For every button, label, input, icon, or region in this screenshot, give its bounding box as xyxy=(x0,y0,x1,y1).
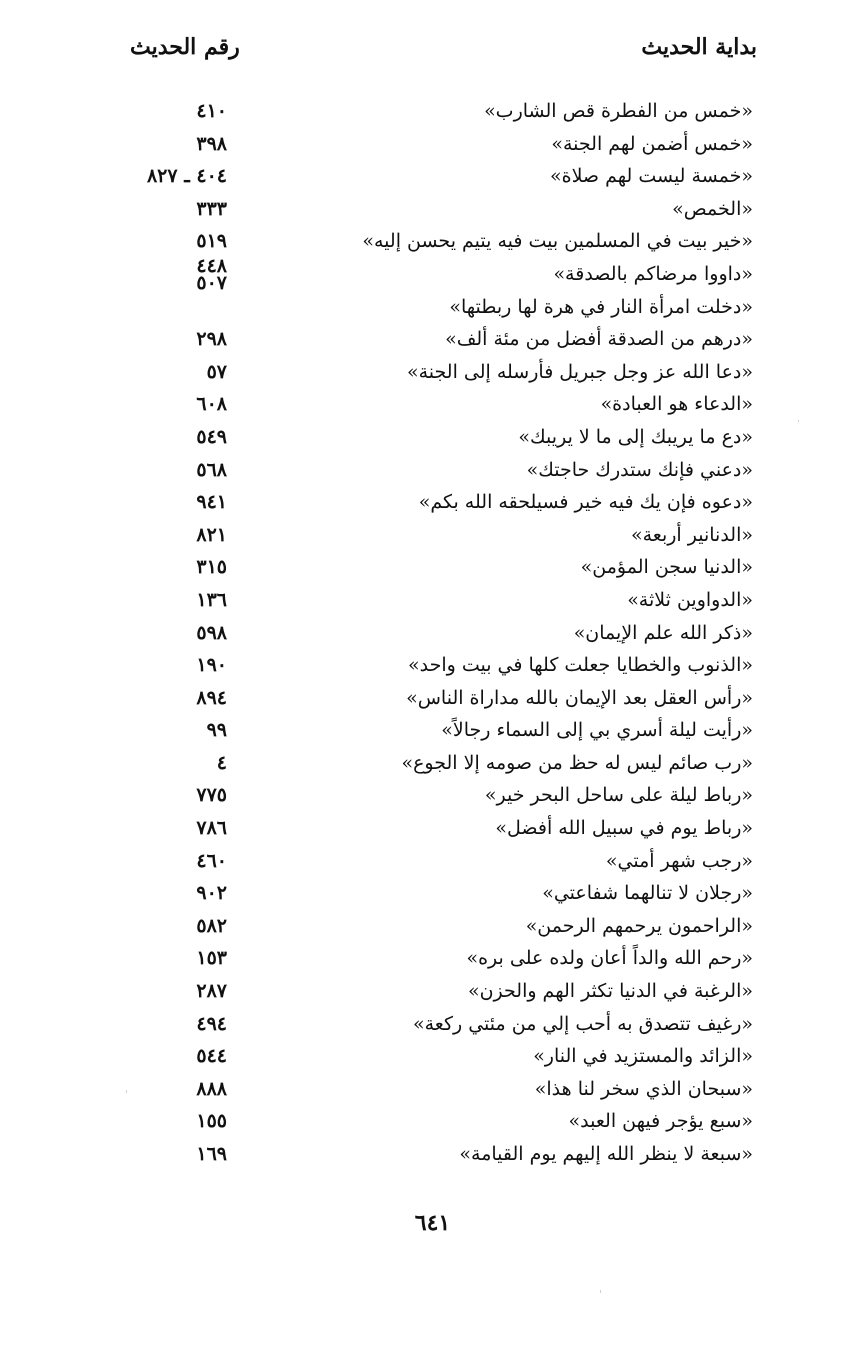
hadith-text: «رباط ليلة على ساحل البحر خير» xyxy=(484,784,753,807)
hadith-text: «رأيت ليلة أسري بي إلى السماء رجالاً» xyxy=(441,719,753,742)
hadith-text: «دعني فإنك ستدرك حاجتك» xyxy=(526,458,753,481)
hadith-text: «الدواوين ثلاثة» xyxy=(627,588,753,611)
hadith-text: «خير بيت في المسلمين بيت فيه يتيم يحسن إليه» xyxy=(362,230,753,253)
list-item xyxy=(0,780,865,813)
hadith-number: ٥٤٩ xyxy=(196,425,227,448)
hadith-number: ٥٤٤ xyxy=(196,1045,227,1068)
scan-speck xyxy=(126,1090,127,1093)
list-item xyxy=(0,520,865,553)
hadith-text: «رباط يوم في سبيل الله أفضل» xyxy=(495,817,753,840)
hadith-number: ٥٧ xyxy=(206,360,227,383)
hadith-text: «سبحان الذي سخر لنا هذا» xyxy=(534,1077,753,1100)
hadith-number: ٩٤١ xyxy=(196,491,227,514)
hadith-text: «الخمص» xyxy=(672,197,753,220)
hadith-text: «رغيف تتصدق به أحب إلي من مئتي ركعة» xyxy=(412,1012,753,1035)
page-number: ٦٤١ xyxy=(414,1210,451,1236)
header-hadith-start: بداية الحديث xyxy=(641,34,757,60)
hadith-text: «رحم الله والداً أعان ولده على بره» xyxy=(466,947,753,970)
hadith-number: ٨٢١ xyxy=(196,523,227,546)
hadith-text: «خمسة ليست لهم صلاة» xyxy=(550,165,753,188)
list-item xyxy=(0,194,865,227)
hadith-number: ٣٩٨ xyxy=(196,132,227,155)
hadith-number: ١٩٠ xyxy=(196,654,227,677)
hadith-number: ٩٩ xyxy=(206,719,227,742)
list-item xyxy=(0,715,865,748)
hadith-text: «دع ما يريبك إلى ما لا يريبك» xyxy=(518,425,753,448)
list-item xyxy=(0,292,865,325)
hadith-number: ٩٠٢ xyxy=(196,882,227,905)
hadith-text: «رجلان لا تنالهما شفاعتي» xyxy=(542,882,753,905)
hadith-text: «سبعة لا ينظر الله إليهم يوم القيامة» xyxy=(459,1143,753,1165)
hadith-number: ١٥٥ xyxy=(196,1110,227,1133)
list-item xyxy=(0,1074,865,1107)
hadith-number: ٢٨٧ xyxy=(196,980,227,1003)
hadith-text: «رب صائم ليس له حظ من صومه إلا الجوع» xyxy=(401,751,753,774)
list-item xyxy=(0,552,865,585)
list-item xyxy=(0,129,865,162)
hadith-number: ٥٦٨ xyxy=(196,458,227,481)
list-item xyxy=(0,683,865,716)
hadith-text: «الذنوب والخطايا جعلت كلها في بيت واحد» xyxy=(408,654,753,677)
hadith-text: «الدنانير أربعة» xyxy=(630,523,753,546)
hadith-text: «خمس من الفطرة قص الشارب» xyxy=(484,100,753,122)
list-item xyxy=(0,226,865,259)
list-item xyxy=(0,324,865,357)
list-item xyxy=(0,650,865,683)
hadith-text: «خمس أضمن لهم الجنة» xyxy=(551,132,753,155)
list-item xyxy=(0,748,865,781)
hadith-number: ١٣٦ xyxy=(196,588,227,611)
list-item xyxy=(0,487,865,520)
scan-speck xyxy=(600,1290,601,1293)
hadith-text: «درهم من الصدقة أفضل من مئة ألف» xyxy=(445,328,753,351)
hadith-number: ٤٦٠ xyxy=(196,849,227,872)
hadith-text: «ذكر الله علم الإيمان» xyxy=(573,621,753,644)
list-item xyxy=(0,976,865,1009)
hadith-number: ٣٣٣ xyxy=(196,197,227,220)
hadith-number: ٢٩٨ xyxy=(196,328,227,351)
list-item xyxy=(0,618,865,651)
hadith-text: «دعا الله عز وجل جبريل فأرسله إلى الجنة» xyxy=(406,360,753,383)
hadith-text: «الدنيا سجن المؤمن» xyxy=(580,556,753,579)
hadith-text: «داووا مرضاكم بالصدقة» xyxy=(553,262,753,285)
hadith-text: «الرغبة في الدنيا تكثر الهم والحزن» xyxy=(467,980,753,1003)
hadith-text: «الزائد والمستزيد في النار» xyxy=(533,1045,753,1068)
list-item xyxy=(0,878,865,911)
list-item xyxy=(0,422,865,455)
list-item xyxy=(0,585,865,618)
list-item xyxy=(0,943,865,976)
list-item xyxy=(0,96,865,129)
hadith-number: ٤٠٤ ـ ٨٢٧ xyxy=(146,165,227,188)
hadith-number: ٤٩٤ xyxy=(196,1012,227,1035)
header-hadith-number: رقم الحديث xyxy=(130,34,240,60)
hadith-number: ٦٠٨ xyxy=(196,393,227,416)
list-item xyxy=(0,1139,865,1172)
list-item xyxy=(0,455,865,488)
list-item xyxy=(0,1041,865,1074)
hadith-number: ٣١٥ xyxy=(196,556,227,579)
list-item xyxy=(0,1106,865,1139)
hadith-number: ٤ xyxy=(216,751,227,774)
hadith-text: «رأس العقل بعد الإيمان بالله مداراة الناس» xyxy=(406,686,753,709)
list-item xyxy=(0,1009,865,1042)
hadith-text: «الدعاء هو العبادة» xyxy=(600,393,753,416)
hadith-number: ٤١٠ xyxy=(196,100,227,122)
hadith-number: ٨٨٨ xyxy=(196,1077,227,1100)
list-item xyxy=(0,357,865,390)
hadith-index-list xyxy=(0,96,865,1172)
list-item xyxy=(0,389,865,422)
scan-speck xyxy=(798,420,799,422)
hadith-number: ٧٨٦ xyxy=(196,817,227,840)
hadith-text: «دعوه فإن يك فيه خير فسيلحقه الله بكم» xyxy=(418,491,753,514)
hadith-text: «رجب شهر أمتي» xyxy=(605,849,753,872)
list-item xyxy=(0,254,865,294)
hadith-number: ٥١٩ xyxy=(196,230,227,253)
hadith-text: «سبع يؤجر فيهن العبد» xyxy=(568,1110,753,1133)
list-item xyxy=(0,813,865,846)
list-item xyxy=(0,911,865,944)
hadith-number: ٥٨٢ xyxy=(196,914,227,937)
hadith-number: ٧٧٥ xyxy=(196,784,227,807)
hadith-number: ١٥٣ xyxy=(196,947,227,970)
hadith-number: ٤٤٨ ٥٠٧ xyxy=(196,254,227,294)
list-item xyxy=(0,846,865,879)
hadith-text: «الراحمون يرحمهم الرحمن» xyxy=(525,914,753,937)
hadith-text: «دخلت امرأة النار في هرة لها ربطتها» xyxy=(449,295,753,318)
hadith-number: ١٦٩ xyxy=(196,1143,227,1165)
hadith-number: ٥٩٨ xyxy=(196,621,227,644)
hadith-number: ٨٩٤ xyxy=(196,686,227,709)
list-item xyxy=(0,161,865,194)
